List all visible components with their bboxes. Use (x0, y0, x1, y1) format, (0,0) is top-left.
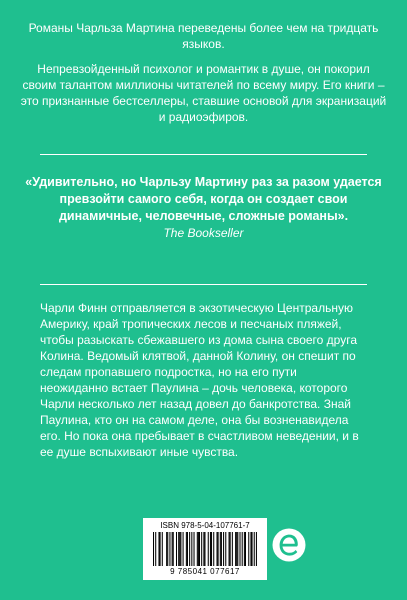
barcode-bars (153, 532, 257, 566)
barcode-block (143, 518, 267, 580)
intro-paragraph-author: Непревзойденный психолог и романтик в душе, он покорил своим талантом миллионы читателей по всему миру. Его книги – это признанные бестселлеры, ставшие основой для экранизаций и радиоэфиров. (20, 62, 387, 124)
book-blurb: Чарли Финн отправляется в экзотическую Центральную Америку, край тропических лесов и песчаных пляжей, чтобы разыскать сбежавшего из дома сына своего друга Колина. Ведомый клятвой, данной Колину, он спешит по следам пропавшего подростка, но на его пути неожиданно встает Паулина – дочь человека, которого Чарли несколько лет назад довел до банкротства. Знай Паулина, кто он на самом деле, она бы возненавидела его. Но пока она пребывает в счастливом неведении, и в ее душе вспыхивают иные чувства. (40, 301, 359, 459)
publisher-e-logo-icon (272, 528, 306, 562)
review-quote (20, 174, 387, 242)
review-quote-source: The Bookseller (163, 226, 244, 240)
author-intro (20, 20, 387, 134)
barcode-digits: 9 785041 077617 (170, 567, 240, 576)
intro-paragraph-translations: Романы Чарльза Мартина переведены более чем на тридцать языков. (28, 21, 379, 51)
divider-top (40, 154, 367, 155)
isbn-label: ISBN 978-5-04-107761-7 (160, 521, 250, 530)
divider-bottom (40, 284, 367, 285)
review-quote-text: «Удивительно, но Чарльзу Мартину раз за разом удается превзойти самого себя, когда он создает свои динамичные, человечные, сложные романы». (25, 175, 382, 223)
